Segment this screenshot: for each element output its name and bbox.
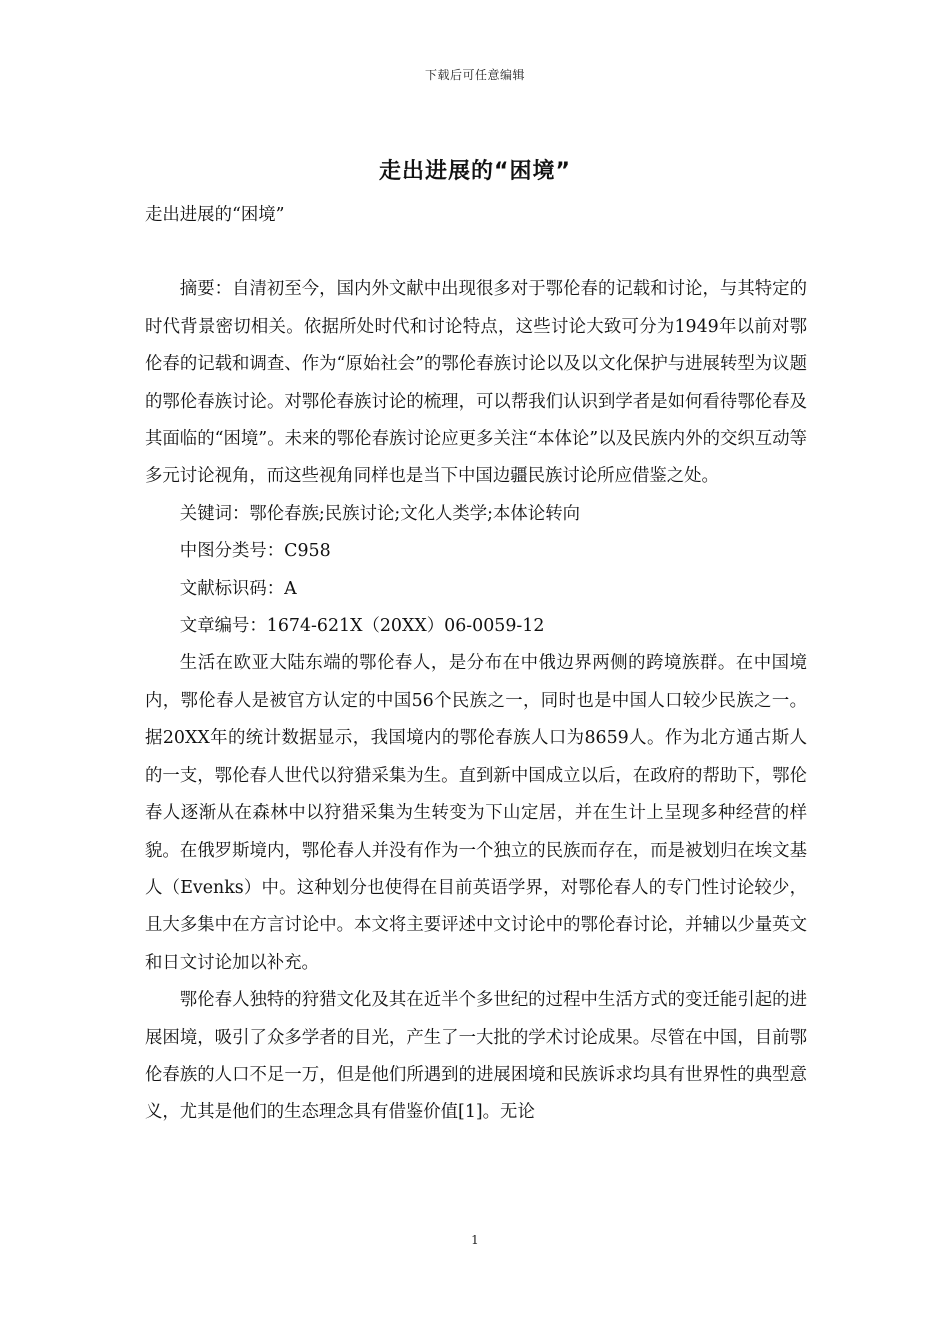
keywords-line: 关键词：鄂伦春族;民族讨论;文化人类学;本体论转向 (179, 503, 580, 524)
page-number: 1 (471, 1233, 479, 1247)
clc-number-line: 中图分类号：C958 (179, 541, 331, 562)
document-body (145, 197, 807, 1132)
document-subtitle: 走出进展的“困境” (145, 205, 285, 225)
document-title: 走出进展的“困境” (379, 159, 571, 184)
article-number-line: 文章编号：1674-621X（20XX）06-0059-12 (179, 616, 545, 637)
abstract-paragraph: 摘要：自清初至今，国内外文献中出现很多对于鄂伦春的记载和讨论，与其特定的时代背景密切相关。依据所处时代和讨论特点，这些讨论大致可分为1949年以前对鄂伦春的记载和调查、作为“原始社会”的鄂伦春族讨论以及以文化保护与进展转型为议题的鄂伦春族讨论。对鄂伦春族讨论的梳理，可以帮我们认识到学者是如何看待鄂伦春及其面临的“困境”。未来的鄂伦春族讨论应更多关注“本体论”以及民族内外的交织互动等多元讨论视角，而这些视角同样也是当下中国边疆民族讨论所应借鉴之处。 (145, 279, 807, 487)
page-header-note: 下载后可任意编辑 (424, 68, 525, 82)
body-paragraph-1: 生活在欧亚大陆东端的鄂伦春人，是分布在中俄边界两侧的跨境族群。在中国境内，鄂伦春人是被官方认定的中国56个民族之一，同时也是中国人口较少民族之一。据20XX年的统计数据显示，我国境内的鄂伦春族人口为8659人。作为北方通古斯人的一支，鄂伦春人世代以狩猎采集为生。直到新中国成立以后，在政府的帮助下，鄂伦春人逐渐从在森林中以狩猎采集为生转变为下山定居，并在生计上呈现多种经营的样貌。在俄罗斯境内，鄂伦春人并没有作为一个独立的民族而存在，而是被划归在埃文基人（Evenks）中。这种划分也使得在目前英语学界，对鄂伦春人的专门性讨论较少，且大多集中在方言讨论中。本文将主要评述中文讨论中的鄂伦春讨论，并辅以少量英文和日文讨论加以补充。 (145, 653, 807, 973)
body-paragraph-2: 鄂伦春人独特的狩猎文化及其在近半个多世纪的过程中生活方式的变迁能引起的进展困境，吸引了众多学者的目光，产生了一大批的学术讨论成果。尽管在中国，目前鄂伦春族的人口不足一万，但是他们所遇到的进展困境和民族诉求均具有世界性的典型意义，尤其是他们的生态理念具有借鉴价值[1]。无论 (145, 990, 807, 1123)
document-code-line: 文献标识码：A (179, 578, 297, 599)
